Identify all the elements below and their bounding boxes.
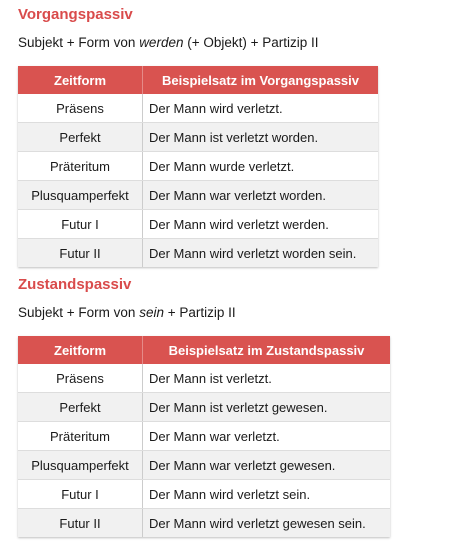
cell-zeitform: Futur II bbox=[18, 509, 143, 538]
cell-zeitform: Plusquamperfekt bbox=[18, 181, 143, 210]
zustandspassiv-heading: Zustandspassiv bbox=[18, 276, 132, 293]
table-row bbox=[18, 509, 390, 538]
formula-text-pre: Subjekt + Form von bbox=[18, 305, 140, 320]
header-beispielsatz: Beispielsatz im Vorgangspassiv bbox=[143, 66, 379, 94]
cell-zeitform: Präsens bbox=[18, 364, 143, 393]
cell-beispielsatz: Der Mann war verletzt. bbox=[143, 422, 391, 451]
formula-verb: sein bbox=[139, 305, 164, 320]
cell-beispielsatz: Der Mann ist verletzt worden. bbox=[143, 123, 379, 152]
table-row bbox=[18, 451, 390, 480]
cell-zeitform: Perfekt bbox=[18, 123, 143, 152]
vorgangspassiv-formula bbox=[18, 34, 458, 52]
header-beispielsatz: Beispielsatz im Zustandspassiv bbox=[143, 336, 391, 364]
header-zeitform: Zeitform bbox=[18, 66, 143, 94]
formula-verb: werden bbox=[139, 35, 184, 50]
cell-zeitform: Präteritum bbox=[18, 422, 143, 451]
header-zeitform: Zeitform bbox=[18, 336, 143, 364]
formula-text-pre: Subjekt + Form von bbox=[18, 35, 140, 50]
cell-beispielsatz: Der Mann war verletzt gewesen. bbox=[143, 451, 391, 480]
cell-beispielsatz: Der Mann wird verletzt. bbox=[143, 94, 379, 123]
cell-zeitform: Futur II bbox=[18, 239, 143, 268]
table-row bbox=[18, 210, 378, 239]
cell-zeitform: Futur I bbox=[18, 480, 143, 509]
cell-zeitform: Präsens bbox=[18, 94, 143, 123]
table-row bbox=[18, 364, 390, 393]
cell-zeitform: Perfekt bbox=[18, 393, 143, 422]
cell-beispielsatz: Der Mann war verletzt worden. bbox=[143, 181, 379, 210]
table-row bbox=[18, 239, 378, 268]
table-row bbox=[18, 152, 378, 181]
table-row bbox=[18, 94, 378, 123]
cell-beispielsatz: Der Mann wurde verletzt. bbox=[143, 152, 379, 181]
table-header-row bbox=[18, 336, 390, 364]
cell-beispielsatz: Der Mann wird verletzt worden sein. bbox=[143, 239, 379, 268]
table-row bbox=[18, 181, 378, 210]
cell-zeitform: Futur I bbox=[18, 210, 143, 239]
vorgangspassiv-section bbox=[18, 4, 458, 267]
cell-beispielsatz: Der Mann wird verletzt sein. bbox=[143, 480, 391, 509]
zustandspassiv-section bbox=[18, 274, 458, 537]
table-row bbox=[18, 422, 390, 451]
cell-zeitform: Plusquamperfekt bbox=[18, 451, 143, 480]
cell-beispielsatz: Der Mann wird verletzt gewesen sein. bbox=[143, 509, 391, 538]
formula-text-post: + Partizip II bbox=[163, 305, 236, 320]
table-row bbox=[18, 480, 390, 509]
formula-text-post: (+ Objekt) + Partizip II bbox=[183, 35, 319, 50]
cell-beispielsatz: Der Mann wird verletzt werden. bbox=[143, 210, 379, 239]
table-row bbox=[18, 123, 378, 152]
zustandspassiv-formula bbox=[18, 304, 458, 322]
zustandspassiv-table bbox=[18, 336, 390, 537]
vorgangspassiv-heading: Vorgangspassiv bbox=[18, 6, 133, 23]
table-row bbox=[18, 393, 390, 422]
table-header-row bbox=[18, 66, 378, 94]
cell-zeitform: Präteritum bbox=[18, 152, 143, 181]
vorgangspassiv-table bbox=[18, 66, 378, 267]
cell-beispielsatz: Der Mann ist verletzt. bbox=[143, 364, 391, 393]
cell-beispielsatz: Der Mann ist verletzt gewesen. bbox=[143, 393, 391, 422]
